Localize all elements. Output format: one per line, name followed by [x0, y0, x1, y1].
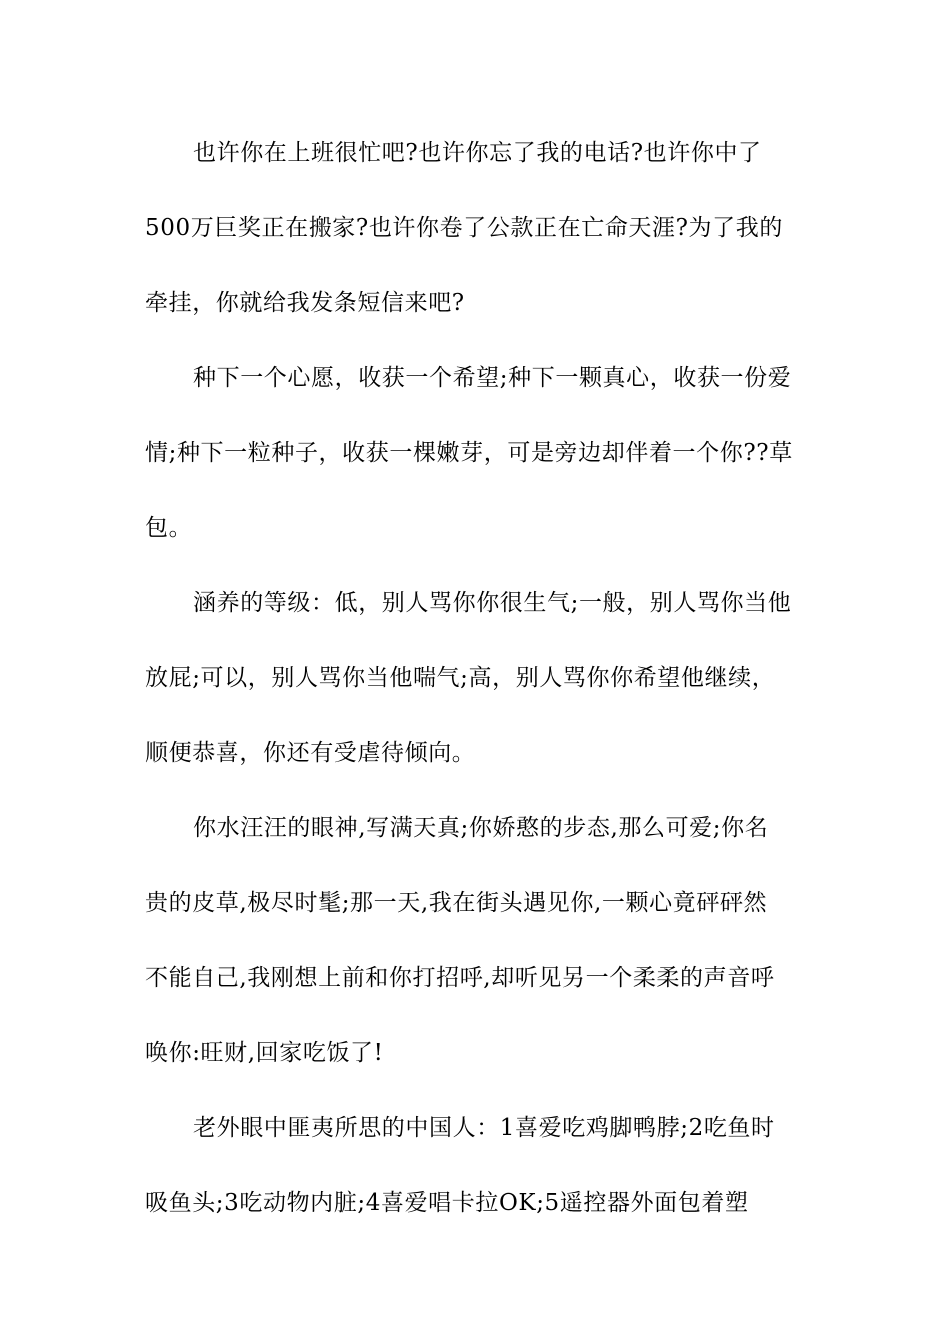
paragraph-line: 不能自己,我刚想上前和你打招呼,却听见另一个柔柔的声音呼: [145, 965, 775, 991]
paragraph-line: 涵养的等级：低，别人骂你你很生气;一般，别人骂你当他: [193, 590, 792, 616]
paragraph: [145, 353, 810, 578]
paragraph-line: 唤你:旺财,回家吃饭了!: [145, 1040, 384, 1066]
paragraph-line: 情;种下一粒种子，收获一棵嫩芽，可是旁边却伴着一个你??草: [145, 440, 793, 466]
paragraph-line: 500万巨奖正在搬家?也许你卷了公款正在亡命天涯?为了我的: [145, 215, 783, 241]
paragraph-line: 包。: [145, 515, 193, 541]
paragraph: [145, 1103, 810, 1253]
paragraph-line: 种下一个心愿，收获一个希望;种下一颗真心，收获一份爱: [193, 365, 792, 391]
document-body: [145, 128, 810, 1253]
paragraph-line: 顺便恭喜，你还有受虐待倾向。: [145, 740, 476, 766]
paragraph-line: 老外眼中匪夷所思的中国人：1喜爱吃鸡脚鸭脖;2吃鱼时: [193, 1115, 775, 1141]
paragraph-line: 牵挂，你就给我发条短信来吧?: [145, 290, 465, 316]
paragraph-line: 也许你在上班很忙吧?也许你忘了我的电话?也许你中了: [193, 140, 762, 166]
paragraph: [145, 578, 810, 803]
paragraph-line: 吸鱼头;3吃动物内脏;4喜爱唱卡拉OK;5遥控器外面包着塑: [145, 1190, 749, 1216]
paragraph-line: 你水汪汪的眼神,写满天真;你娇憨的步态,那么可爱;你名: [193, 815, 769, 841]
paragraph: [145, 128, 810, 353]
paragraph-line: 放屁;可以，别人骂你当他喘气;高，别人骂你你希望他继续，: [145, 665, 776, 691]
paragraph-line: 贵的皮草,极尽时髦;那一天,我在街头遇见你,一颗心竟砰砰然: [145, 890, 768, 916]
paragraph: [145, 803, 810, 1103]
